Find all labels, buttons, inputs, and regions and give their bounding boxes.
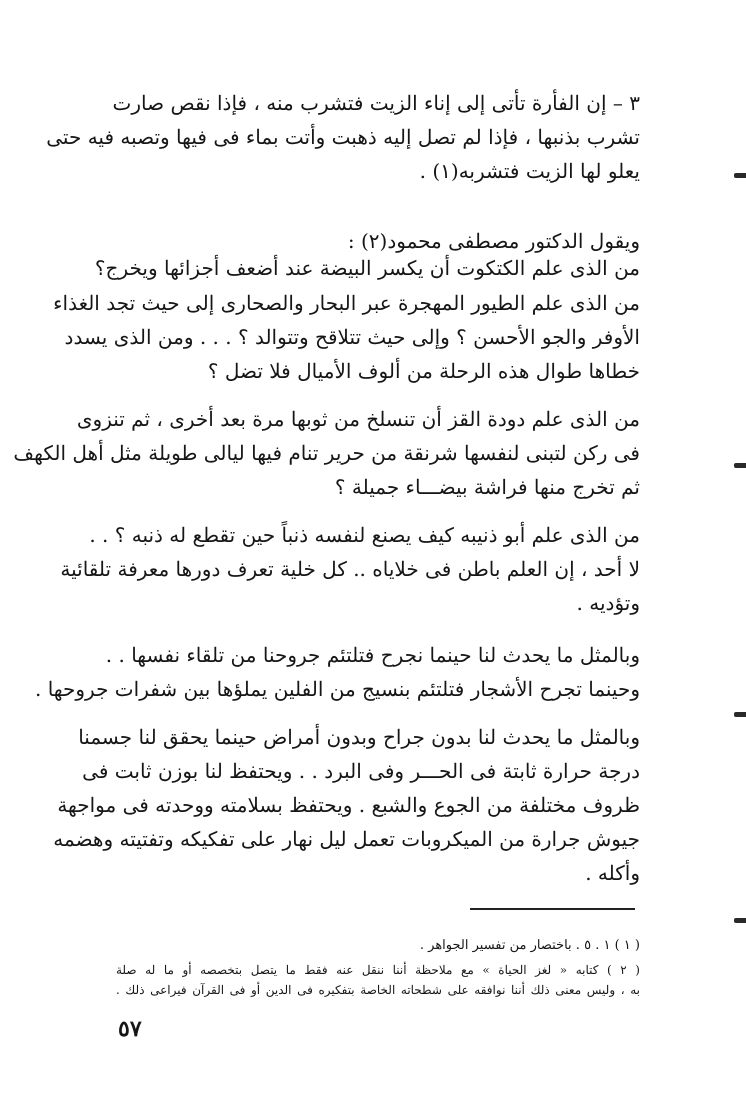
footnote-2-line: ( ٢ ) كتابه « لغز الحياة » مع ملاحظة أننا ننقل عنه فقط ما يتصل بتخصصه أو ما له صلة: [116, 963, 640, 977]
text-line: جيوش جرارة من الميكروبات تعمل ليل نهار على تفكيكه وتفتيته وهضمه: [53, 827, 640, 851]
text-line: درجة حرارة ثابتة فى الحـــر وفى البرد . . ويحتفظ لنا بوزن ثابت فى: [82, 759, 640, 783]
text-line: وبالمثل ما يحدث لنا حينما نجرح فتلتئم جروحنا من تلقاء نفسها . .: [105, 643, 640, 667]
paragraph-silkworm: [13, 402, 640, 504]
paragraph-mouse: [46, 86, 640, 188]
text-line: وبالمثل ما يحدث لنا بدون جراح وبدون أمراض حينما يحقق لنا جسمنا: [78, 725, 640, 749]
footnotes: [116, 932, 640, 1000]
text-line: يعلو لها الزيت فتشربه(١) .: [419, 159, 640, 183]
text-line: وحينما تجرح الأشجار فتلتئم بنسيج من الفلين يملؤها بين شفرات جروحها .: [35, 677, 640, 701]
paragraph-lizard: [60, 518, 640, 620]
text-line: وتؤديه .: [576, 591, 640, 615]
text-line: تشرب بذنبها ، فإذا لم تصل إليه ذهبت وأتت بماء فى فيها وتصبه فيه حتى: [46, 125, 640, 149]
text-line: ٣ – إن الفأرة تأتى إلى إناء الزيت فتشرب منه ، فإذا نقص صارت: [112, 91, 640, 115]
paragraph-body: [53, 720, 640, 890]
paragraph-wounds: [35, 638, 640, 706]
text-line: وأكله .: [585, 861, 640, 885]
text-line: ثم تخرج منها فراشة بيضـــاء جميلة ؟: [334, 475, 640, 499]
footnote-2-line: به ، وليس معنى ذلك أننا نوافقه على شطحاته الخاصة بتفكيره فى الدين أو فى القرآن فيراعى ذلك .: [116, 983, 640, 997]
text-line: الأوفر والجو الأحسن ؟ وإلى حيث تتلاقح وتتوالد ؟ . . . ومن الذى يسدد: [64, 325, 640, 349]
text-line: لا أحد ، إن العلم باطن فى خلاياه .. كل خلية تعرف دورها معرفة تلقائية: [60, 557, 640, 581]
scan-edge-mark: [734, 463, 746, 468]
footnote-1: ( ١ ) ١ . ٥ . باختصار من تفسير الجواهر .: [419, 938, 640, 953]
page-number: ٥٧: [118, 1016, 142, 1042]
scan-edge-mark: [734, 173, 746, 178]
text-line: من الذى علم الطيور المهجرة عبر البحار والصحارى إلى حيث تجد الغذاء: [53, 291, 640, 315]
text-line: ظروف مختلفة من الجوع والشبع . ويحتفظ بسلامته ووحدته فى مواجهة: [57, 793, 640, 817]
text-line: من الذى علم الكتكوت أن يكسر البيضة عند أضعف أجزائها ويخرج؟: [94, 256, 640, 280]
paragraph-birds: [53, 286, 640, 388]
paragraph-chick: [94, 251, 640, 285]
text-line: خطاها طوال هذه الرحلة من ألوف الأميال فلا تضل ؟: [207, 359, 640, 383]
text-line: من الذى علم دودة القز أن تنسلخ من ثوبها مرة بعد أخرى ، ثم تنزوى: [76, 407, 640, 431]
footnote-separator: [470, 908, 635, 910]
text-line: فى ركن لتبنى لنفسها شرنقة من حرير تنام فيها ليالى طويلة مثل أهل الكهف: [13, 441, 640, 465]
text-line: من الذى علم أبو ذنيبه كيف يصنع لنفسه ذنباً حين تقطع له ذنبه ؟ . .: [89, 523, 640, 547]
scan-edge-mark: [734, 712, 746, 717]
scan-edge-mark: [734, 918, 746, 923]
text-line: ويقول الدكتور مصطفى محمود(٢) :: [347, 229, 640, 253]
